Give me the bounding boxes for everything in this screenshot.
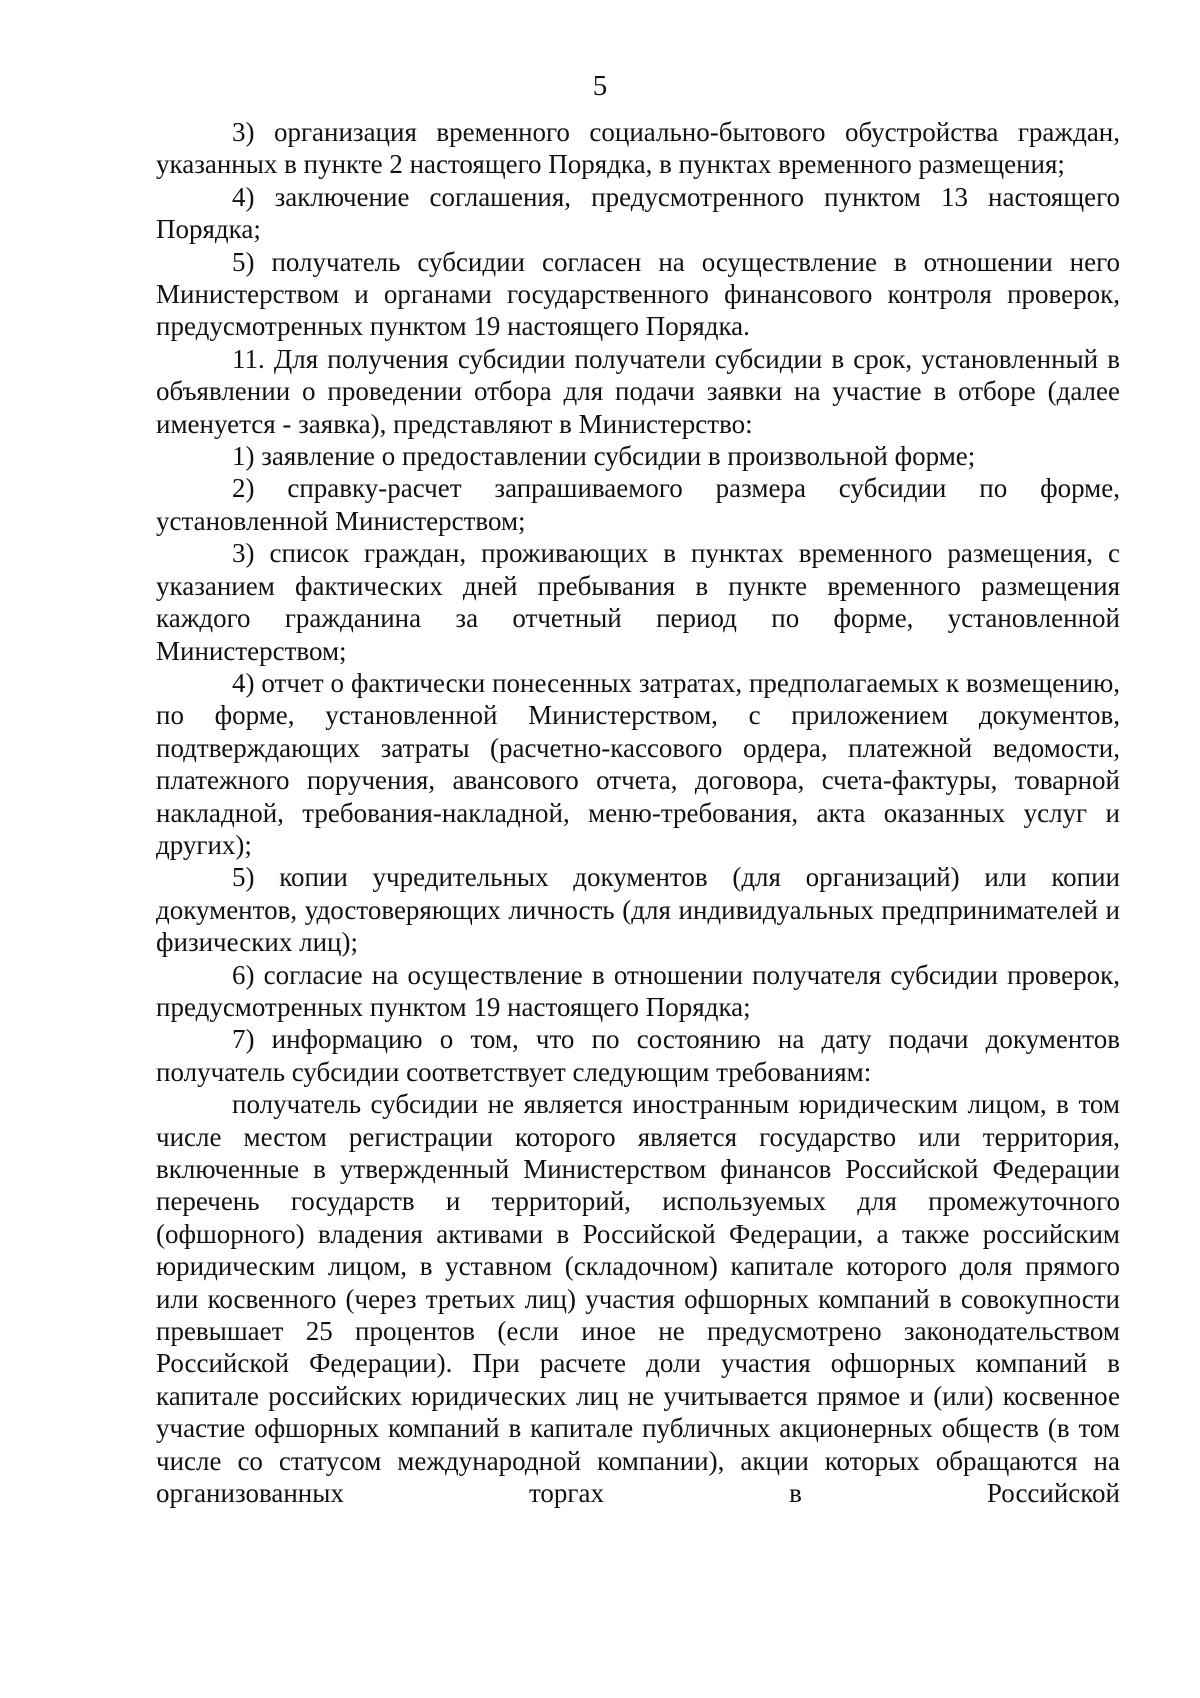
paragraph-doc-3-citizen-list: 3) список граждан, проживающих в пунктах временного размещения, с указанием фактических дней пребывания в пункте временного размещения каждого гражданина за отчетный период по форме, установленной Министерством; — [156, 538, 1120, 666]
paragraph-clause-11: 11. Для получения субсидии получатели субсидии в срок, установленный в объявлении о проведении отбора для подачи заявки на участие в отборе (далее именуется - заявка), представляют в Министерство: — [156, 343, 1120, 439]
paragraph-doc-2-calculation: 2) справку-расчет запрашиваемого размера субсидии по форме, установленной Министерством; — [156, 473, 1120, 536]
paragraph-item-3-organization: 3) организация временного социально-бытового обустройства граждан, указанных в пункте 2 настоящего Порядка, в пунктах временного размещения; — [156, 117, 1120, 180]
paragraph-doc-6-consent: 6) согласие на осуществление в отношении получателя субсидии проверок, предусмотренных пунктом 19 настоящего Порядка; — [156, 959, 1120, 1022]
paragraph-doc-4-expense-report: 4) отчет о фактически понесенных затратах, предполагаемых к возмещению, по форме, установленной Министерством, с приложением документов, подтверждающих затраты (расчетно-кассового ордера, платежной ведомости, платежного поручения, авансового отчета, договора, счета-фактуры, товарной накладной, требования-накладной, меню-требования, акта оказанных услуг и других); — [156, 667, 1120, 860]
paragraph-item-5-consent: 5) получатель субсидии согласен на осуществление в отношении него Министерством и органами государственного финансового контроля проверок, предусмотренных пунктом 19 настоящего Порядка. — [156, 246, 1120, 342]
paragraph-doc-7-information: 7) информацию о том, что по состоянию на дату подачи документов получатель субсидии соответствует следующим требованиям: — [156, 1024, 1120, 1087]
paragraph-item-4-agreement: 4) заключение соглашения, предусмотренного пунктом 13 настоящего Порядка; — [156, 181, 1120, 245]
paragraph-doc-1-application: 1) заявление о предоставлении субсидии в произвольной форме; — [232, 441, 976, 472]
page-number: 5 — [592, 70, 608, 102]
paragraph-requirement-offshore: получатель субсидии не является иностранным юридическим лицом, в том числе местом регистрации которого является государство или территория, включенные в утвержденный Министерством финансов Российской Федерации перечень государств и территорий, используемых для промежуточного (офшорного) владения активами в Российской Федерации, а также российским юридическим лицом, в уставном (складочном) капитале которого доля прямого или косвенного (через третьих лиц) участия офшорных компаний в совокупности превышает 25 процентов (если иное не предусмотрено законодательством Российской Федерации). При расчете доли участия офшорных компаний в капитале российских юридических лиц не учитывается прямое и (или) косвенное участие офшорных компаний в капитале публичных акционерных обществ (в том числе со статусом международной компании), акции которых обращаются на организованных торгах в Российской — [156, 1089, 1120, 1509]
document-body — [156, 116, 1120, 1509]
paragraph-doc-5-copies: 5) копии учредительных документов (для организаций) или копии документов, удостоверяющих личность (для индивидуальных предпринимателей и физических лиц); — [156, 862, 1120, 958]
